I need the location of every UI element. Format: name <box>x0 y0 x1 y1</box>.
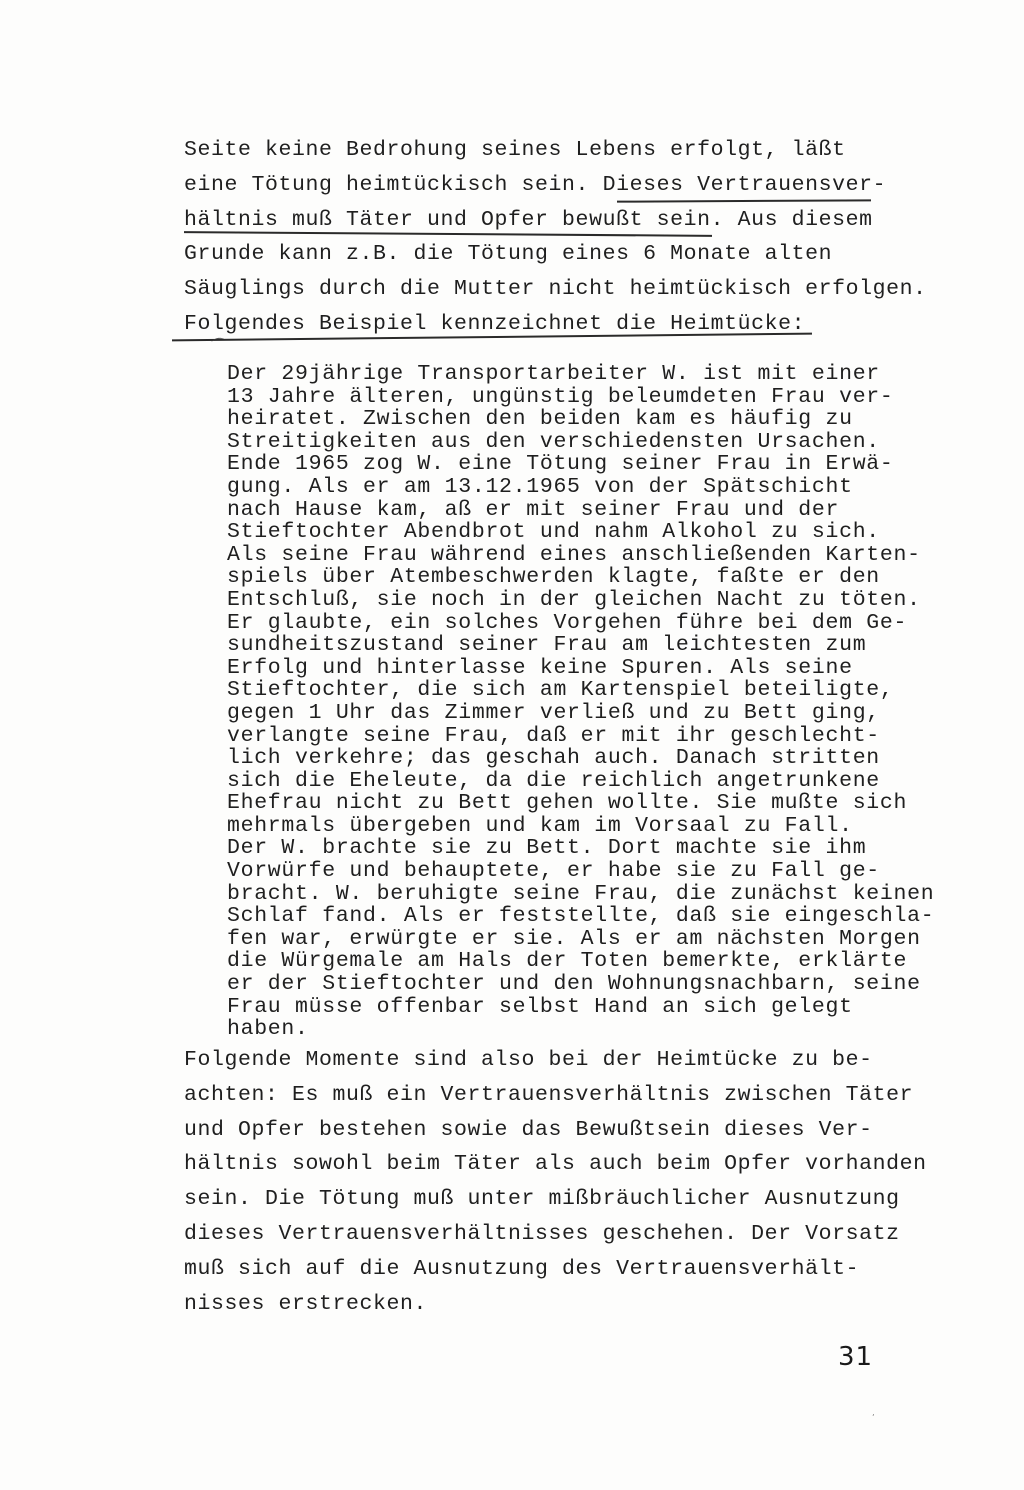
example-line: fen war, erwürgte er sie. Als er am nächsten Morgen <box>227 926 921 951</box>
text-line: hältnis muß Täter und Opfer bewußt sein. Aus diesem <box>184 207 873 232</box>
text-line: achten: Es muß ein Vertrauensverhältnis zwischen Täter <box>184 1082 914 1107</box>
example-line: heiratet. Zwischen den beiden kam es häufig zu <box>227 407 853 432</box>
paragraph-summary <box>184 1043 944 1321</box>
example-line: Der 29jährige Transportarbeiter W. ist mit einer <box>227 362 880 386</box>
text-line: muß sich auf die Ausnutzung des Vertrauensverhält- <box>184 1256 860 1281</box>
text-line: sein. Die Tötung muß unter mißbräuchlicher Ausnutzung <box>184 1187 900 1212</box>
example-line: Der W. brachte sie zu Bett. Dort machte sie ihm <box>227 836 867 861</box>
example-line: mehrmals übergeben und kam im Vorsaal zu Fall. <box>227 813 853 838</box>
smudge-mark-icon: ‚ <box>872 1408 875 1417</box>
example-line: Vorwürfe und behauptete, er habe sie zu Fall ge- <box>227 859 880 884</box>
example-line: sich die Eheleute, da die reichlich angetrunkene <box>227 768 880 793</box>
example-line: gung. Als er am 13.12.1965 von der Spätschicht <box>227 474 853 499</box>
text-line: hältnis sowohl beim Täter als auch beim Opfer vorhanden <box>184 1152 927 1177</box>
example-line: Streitigkeiten aus den verschiedensten Ursachen. <box>227 429 880 454</box>
example-line: Stieftochter Abendbrot und nahm Alkohol zu sich. <box>227 520 880 545</box>
example-case-block <box>227 363 947 1041</box>
text-line: dieses Vertrauensverhältnisses geschehen. Der Vorsatz <box>184 1221 900 1246</box>
text-line: nisses erstrecken. <box>184 1291 428 1316</box>
example-line: Ehefrau nicht zu Bett gehen wollte. Sie mußte sich <box>227 791 908 816</box>
example-line: verlangte seine Frau, daß er mit ihr geschlecht- <box>227 723 880 748</box>
example-line: die Würgemale am Hals der Toten bemerkte, erklärte <box>227 949 908 974</box>
example-line: haben. <box>227 1017 309 1042</box>
text-line: und Opfer bestehen sowie das Bewußtsein dieses Ver- <box>184 1117 873 1142</box>
example-line: Schlaf fand. Als er feststellte, daß sie eingeschla- <box>227 904 935 929</box>
text-line: eine Tötung heimtückisch sein. Dieses Vertrauensver- <box>184 172 887 197</box>
example-line: nach Hause kam, aß er mit seiner Frau und der <box>227 497 840 522</box>
example-line: Frau müsse offenbar selbst Hand an sich gelegt <box>227 994 853 1019</box>
example-line: gegen 1 Uhr das Zimmer verließ und zu Bett ging, <box>227 700 880 725</box>
pencil-mark-icon: ⌒ <box>210 336 227 355</box>
example-line: lich verkehre; das geschah auch. Danach stritten <box>227 746 880 771</box>
example-line: Ende 1965 zog W. eine Tötung seiner Frau in Erwä- <box>227 452 894 477</box>
example-line: spiels über Atembeschwerden klagte, faßte er den <box>227 565 880 590</box>
example-line: Als seine Frau während eines anschließenden Karten- <box>227 542 921 567</box>
example-line: sundheitszustand seiner Frau am leichtesten zum <box>227 633 867 658</box>
example-line: bracht. W. beruhigte seine Frau, die zunächst keinen <box>227 881 935 906</box>
example-line: Entschluß, sie noch in der gleichen Nacht zu töten. <box>227 587 921 612</box>
paragraph-intro <box>184 133 944 342</box>
text-line: Säuglings durch die Mutter nicht heimtückisch erfolgen. <box>184 277 927 302</box>
example-line: 13 Jahre älteren, ungünstig beleumdeten Frau ver- <box>227 384 894 409</box>
text-line: Grunde kann z.B. die Tötung eines 6 Monate alten <box>184 242 833 267</box>
example-line: Stieftochter, die sich am Kartenspiel beteiligte, <box>227 678 894 703</box>
example-line: er der Stieftochter und den Wohnungsnachbarn, seine <box>227 972 921 997</box>
page-number: 31 <box>838 1342 874 1372</box>
text-line: Folgendes Beispiel kennzeichnet die Heimtücke: <box>184 311 806 336</box>
text-line: Folgende Momente sind also bei der Heimtücke zu be- <box>184 1048 873 1072</box>
text-line: Seite keine Bedrohung seines Lebens erfolgt, läßt <box>184 138 846 162</box>
example-line: Er glaubte, ein solches Vorgehen führe bei dem Ge- <box>227 610 908 635</box>
example-line: Erfolg und hinterlasse keine Spuren. Als seine <box>227 655 853 680</box>
